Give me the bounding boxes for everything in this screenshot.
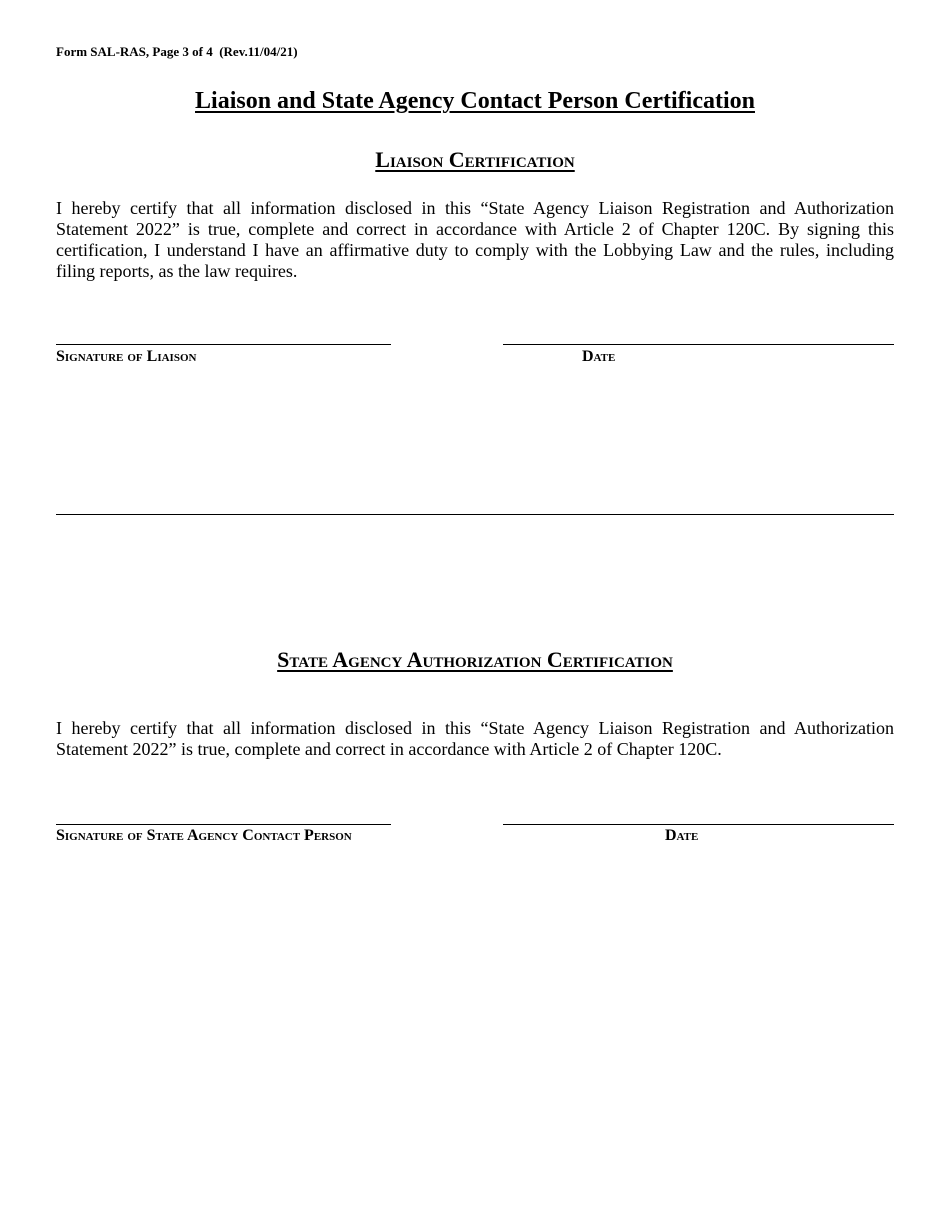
page-title: Liaison and State Agency Contact Person Certification [195, 88, 755, 114]
agency-authorization-heading: State Agency Authorization Certification [277, 647, 673, 672]
liaison-date-line[interactable] [503, 344, 894, 345]
liaison-signature-line[interactable] [56, 344, 391, 345]
liaison-certification-text: I hereby certify that all information disclosed in this “State Agency Liaison Registration and Authorization Statement 2022” is true, complete and correct in accordance with Article 2 of Chapter 120C. By signing this certification, I understand I have an affirmative duty to comply with the Lobbying Law and the rules, including filing reports, as the law requires. [56, 198, 894, 281]
agency-contact-signature-line[interactable] [56, 824, 391, 825]
form-identifier: Form SAL-RAS, Page 3 of 4 (Rev.11/04/21) [56, 44, 298, 59]
section-divider [56, 514, 894, 515]
agency-contact-signature-label: Signature of State Agency Contact Person [56, 827, 352, 844]
agency-date-label: Date [665, 827, 699, 844]
liaison-signature-label: Signature of Liaison [56, 348, 197, 365]
agency-authorization-text: I hereby certify that all information disclosed in this “State Agency Liaison Registration and Authorization Statement 2022” is true, complete and correct in accordance with Article 2 of Chapter 120C. [56, 718, 894, 759]
liaison-certification-heading: Liaison Certification [375, 147, 575, 172]
agency-date-line[interactable] [503, 824, 894, 825]
liaison-date-label: Date [582, 348, 616, 365]
